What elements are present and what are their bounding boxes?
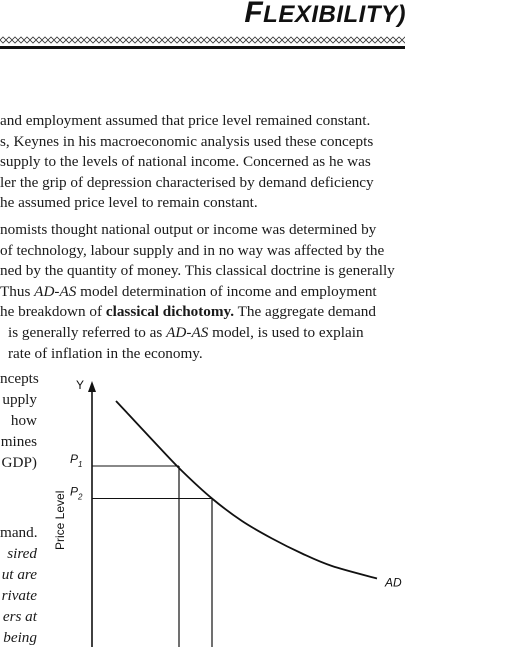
header-rule [0,46,405,49]
text-fragment: ut are [1,566,37,583]
text-fragment: upply [2,391,37,408]
text-line [0,302,405,323]
text-line: he assumed price level to remain constant. [0,194,258,212]
price-label-1: $P_1$ [70,452,83,469]
price-label-2: $P_2$ [70,484,83,502]
text-run: is generally referred to as [8,323,167,341]
text-line: ler the grip of depression characterised by demand deficiency [0,173,374,191]
text-fragment: how [10,412,37,429]
text-line: rate of inflation in the economy. [8,344,203,362]
text-fragment: GDP) [1,454,37,471]
text-run: model, is used to explain [208,323,364,341]
paragraph-2 [0,220,405,364]
title-rest: LEXIBILITY) [263,1,406,28]
text-line [0,323,405,344]
text-fragment: mand. [0,524,38,541]
title-initial: F [244,0,264,29]
ornamental-border [0,34,405,46]
left-text-fragments [0,368,37,473]
ad-curve-label: AD [385,575,402,590]
text-fragment: sired [7,545,37,562]
text-fragment: ncepts [0,370,39,387]
paragraph-1 [0,111,405,214]
text-line [0,282,405,303]
italic-term: AD-AS [166,323,209,341]
text-fragment: rivate [1,587,37,604]
text-line: supply to the levels of national income. Concerned as he was [0,153,371,171]
text-fragment: ers at [2,608,37,625]
text-fragment: mines [0,433,37,450]
text-run: he breakdown of [0,303,106,321]
ad-curve-chart [48,372,408,647]
text-line: ned by the quantity of money. This classical doctrine is generally [0,262,395,280]
y-axis-name: Y [76,378,85,392]
left-text-fragments-2 [0,522,37,543]
text-line: nomists thought national output or income was determined by [0,221,377,238]
text-line: and employment assumed that price level remained constant. [0,112,371,129]
chart-marks [70,401,402,647]
text-fragment: being [3,629,37,646]
text-run: The aggregate demand [234,303,376,321]
y-axis-arrow [88,381,96,392]
text-line: of technology, labour supply and in no way was affected by the [0,241,385,259]
italic-term: AD-AS [34,282,77,300]
bold-term: classical dichotomy. [105,303,235,321]
text-run: Thus [0,282,35,300]
left-italic-fragments [0,543,37,648]
text-line: s, Keynes in his macroeconomic analysis used these concepts [0,132,374,150]
chapter-title [244,0,406,30]
y-axis-label: Price Level [53,490,67,550]
text-run: model determination of income and employment [76,282,377,300]
ad-curve [116,401,377,579]
